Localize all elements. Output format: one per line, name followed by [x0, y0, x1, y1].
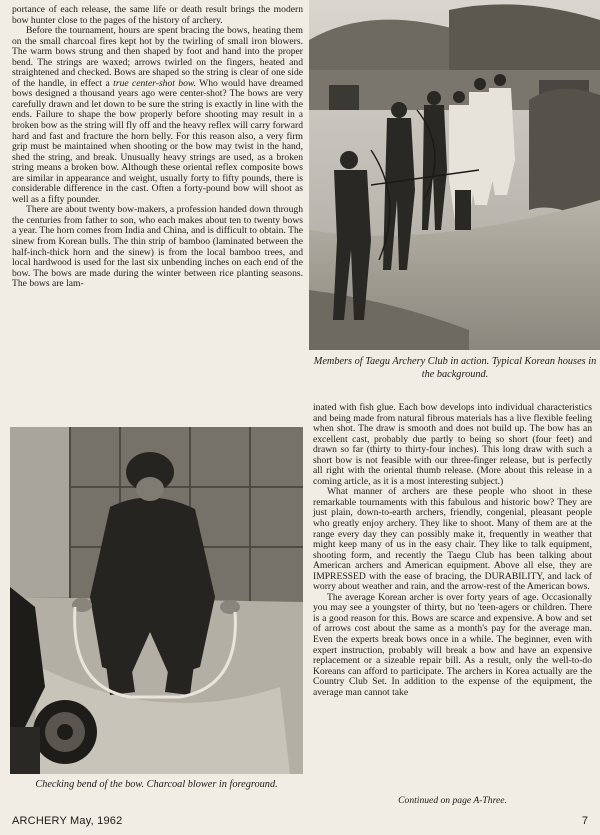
archers-photo [309, 0, 600, 350]
article-right-column [313, 403, 592, 698]
article-left-column [12, 5, 303, 290]
paragraph: There are about twenty bow-makers, a profession handed down through the centuries from father to son, who each makes about ten to twenty bows a year. The horn comes from India and China, and is difficult to obtain. The sinew from Korean bulls. The thin strip of bamboo (laminated between the half-inch-thick horn and the sinew) is from the local bamboo trees, and local hardwood is used for the last six unbending inches on each end of the bow. The bows are made during the winter between rice planting seasons. The bows are lam- [12, 204, 303, 290]
paragraph: The average Korean archer is over forty years of age. Occasionally you may see a youngster of thirty, but no 'teen-agers or children. There is a good reason for this. Bows are scarce and expensive. A bow and set of arrows cost about the same as a month's pay for the average man. Even the experts break bows once in a while. The beginner, even with expert instruction, probably will break a bow and have an expensive replacement or a sizeable repair bill. As a result, only the well-to-do Koreans can afford to participate. The archers in Korea actually are the Country Club Set. In addition to the expense of the equipment, the average man cannot take [313, 591, 592, 698]
bowmaker-photo-illustration [10, 427, 303, 774]
archers-photo-illustration [309, 0, 600, 350]
footer-publication: ARCHERY May, 1962 [12, 815, 123, 827]
paragraph: What manner of archers are these people who shoot in these remarkable tournaments with this fabulous and historic bow? They are just plain, down-to-earth archers, friendly, congenial, pleasant people who greatly enjoy archery. They like to shoot. Many of them are at the range every day they can possibly make it, frequently in weather that might keep many of us in the easy chair. They like to talk equipment, shooting form, and recently the Taegu Club has been talking about American archers and American equipment. Above all else, they are IMPRESSED with the ease of bracing, the DURABILITY, and lack of worry about weather and rain, and the arrow-rest of the American bows. [313, 486, 592, 593]
emphasis-text: true center-shot bow. [113, 77, 196, 89]
page-number: 7 [581, 815, 588, 827]
paragraph-text: Who would have dreamed bows designed a thousand years ago were center-shot? The bows are very carefully drawn and let down to be sure the string is exactly in line with the ends. Failure to shape the bow properly before shooting may result in a broken bow as the string will fly off and the heavy reflex will carry forward hard and fast and fracture the horn belly. For this reason also, a very firm grip must be maintained when shooting or the bow may twist in the hand, shed the string, and break. Unusually heavy strings are used, as a broken string means a broken bow. Although these oriental reflex composite bows are similar in appearance and weight, usually forty to fifty pounds, there is considerable difference in the cast. Often a forty-pound bow will shoot as well as a fifty pounder. [12, 77, 303, 205]
paragraph: portance of each release, the same life or death result brings the modern bow hunter close to the pages of the history of archery. [12, 4, 303, 26]
paragraph [12, 26, 303, 205]
archers-photo-caption: Members of Taegu Archery Club in action. Typical Korean houses in the background. [313, 356, 597, 380]
continued-notice: Continued on page A-Three. [398, 795, 507, 806]
bowmaker-photo-caption: Checking bend of the bow. Charcoal blower in foreground. [35, 779, 278, 790]
paragraph: inated with fish glue. Each bow develops into individual characteristics and being made from natural fibrous materials has a live flexible feeling when shot. The draw is smooth and does not build up. The bow has an excellent cast, probably due partly to being so short (four feet) and drawn so far (thirty to thirty-four inches). This long draw with such a short bow is not feasible with our three-finger release, but is perfectly all right with the oriental thumb release. (More about this release in a coming article, as it is a most interesting subject.) [313, 402, 592, 487]
bowmaker-photo [10, 427, 303, 774]
paragraph-text: Before the tournament, hours are spent bracing the bows, heating them on the small charcoal fires kept hot by the twirling of small iron blowers. The warm bows strung and then shaped by foot and hand into the proper bend. The strings are waxed; arrows twirled on the fingers, heated and straightened and checked. Bows are shaped so the string is clear of one side of the handle, in effect a [12, 25, 303, 89]
